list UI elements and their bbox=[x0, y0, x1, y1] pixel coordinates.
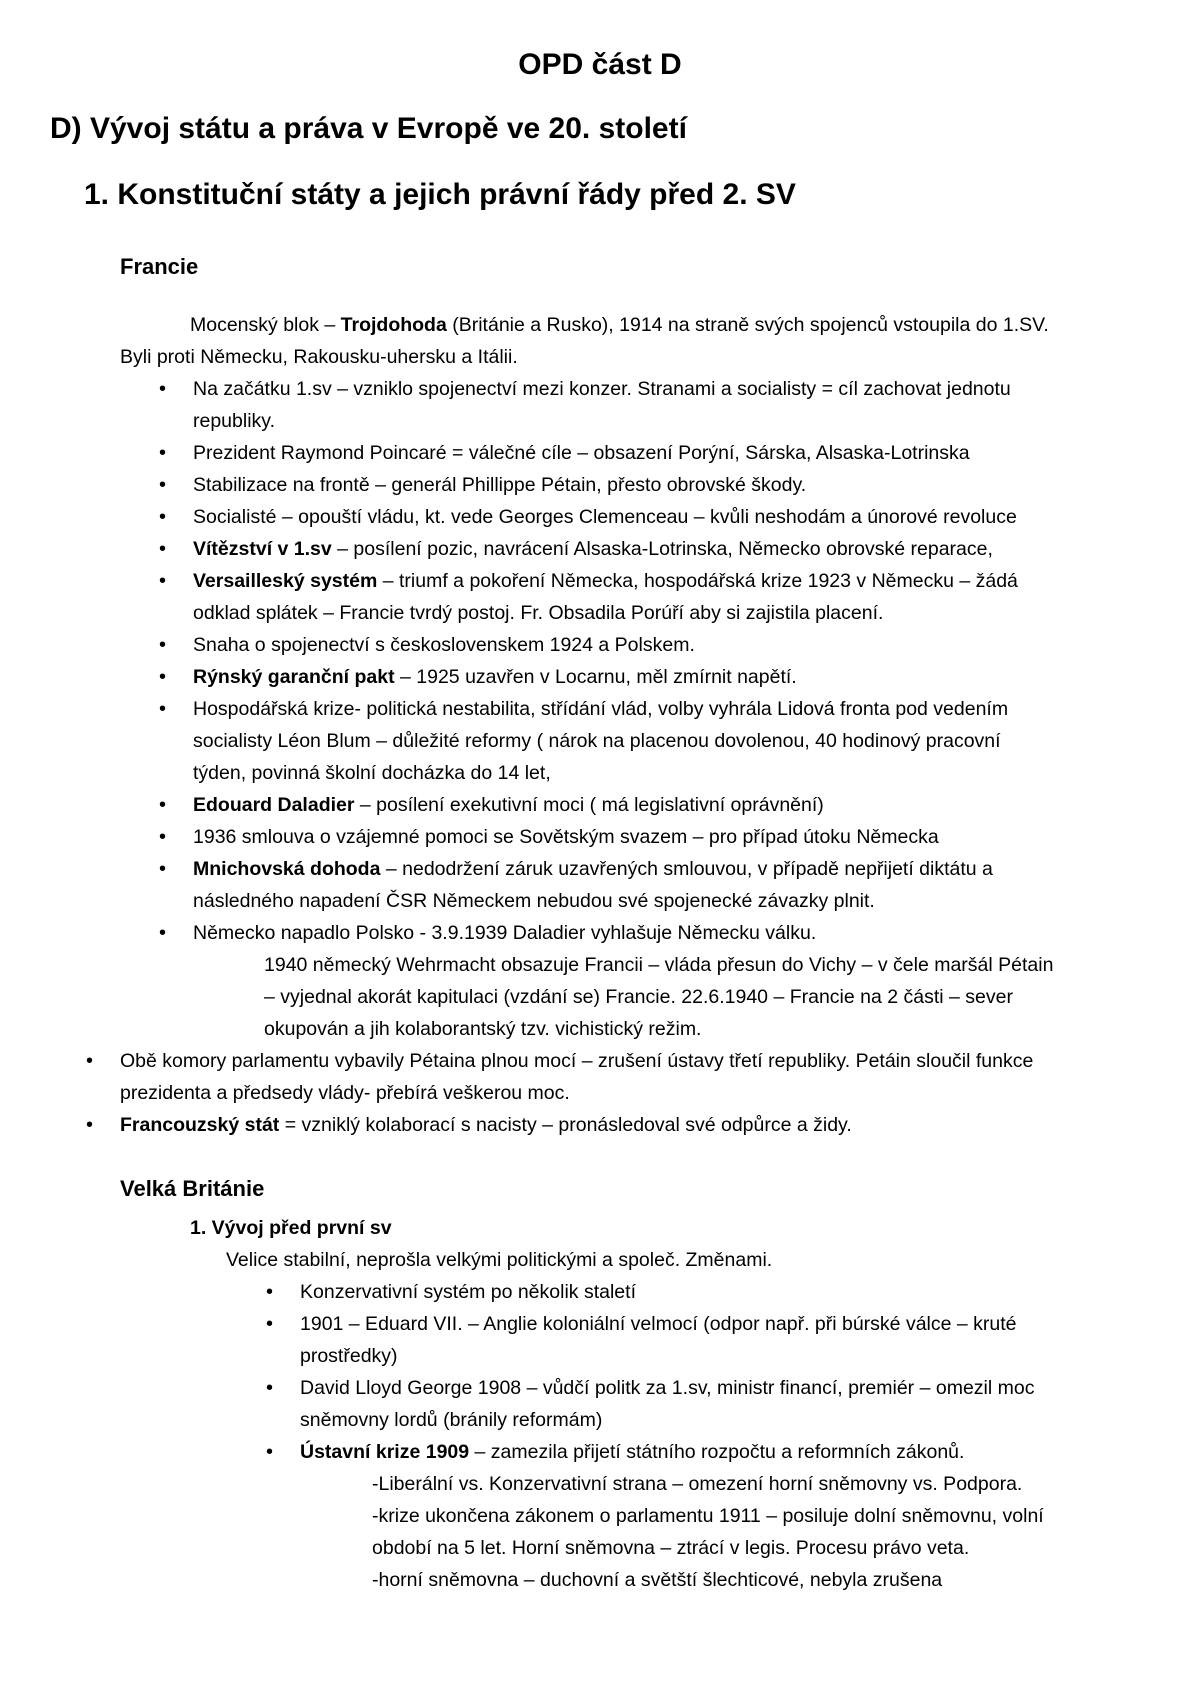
numbered-item-title: 1. Vývoj před první sv bbox=[190, 1217, 392, 1239]
indented-text: 1940 německý Wehrmacht obsazuje Francii – vláda přesun do Vichy – v čele maršál Pétain bbox=[264, 954, 1054, 976]
list-item: • 1936 smlouva o vzájemné pomoci se Sovětským svazem – pro případ útoku Německa bbox=[193, 821, 939, 853]
list-item: • Prezident Raymond Poincaré = válečné cíle – obsazení Porýní, Sárska, Alsaska-Lotrinska bbox=[193, 437, 970, 469]
indented-text: -krize ukončena zákonem o parlamentu 1911 – posiluje dolní sněmovnu, volní bbox=[372, 1505, 1044, 1527]
text: – 1925 uzavřen v Locarnu, měl zmírnit napětí. bbox=[394, 666, 797, 688]
document-title: OPD část D bbox=[518, 48, 682, 81]
list-item-continuation: republiky. bbox=[193, 410, 276, 432]
text: – posílení pozic, navrácení Alsaska-Lotrinska, Německo obrovské reparace, bbox=[331, 538, 993, 560]
list-item: • Snaha o spojenectví s československem 1924 a Polskem. bbox=[193, 629, 695, 661]
heading-2: 1. Konstituční státy a jejich právní řády před 2. SV bbox=[84, 178, 796, 211]
list-item bbox=[193, 565, 1018, 597]
bold-text: Ústavní krize 1909 bbox=[300, 1441, 470, 1463]
text: – posílení exekutivní moci ( má legislativní oprávnění) bbox=[354, 794, 824, 816]
text: – triumf a pokoření Německa, hospodářská krize 1923 v Německu – žádá bbox=[377, 570, 1018, 592]
list-item: • Německo napadlo Polsko - 3.9.1939 Daladier vyhlašuje Německu válku. bbox=[193, 917, 816, 949]
list-item: • Stabilizace na frontě – generál Phillippe Pétain, přesto obrovské škody. bbox=[193, 469, 806, 501]
indented-text: – vyjednal akorát kapitulaci (vzdání se) Francie. 22.6.1940 – Francie na 2 části – sever bbox=[264, 986, 1013, 1008]
paragraph: Velice stabilní, neprošla velkými politickými a společ. Změnami. bbox=[226, 1249, 773, 1271]
list-item bbox=[120, 1109, 852, 1141]
bold-text: Versailleský systém bbox=[193, 570, 378, 592]
list-item: • 1901 – Eduard VII. – Anglie koloniální velmocí (odpor např. při búrské válce – kruté bbox=[300, 1308, 1017, 1340]
list-item bbox=[193, 661, 797, 693]
indented-text: -horní sněmovna – duchovní a světští šlechticové, nebyla zrušena bbox=[372, 1569, 943, 1591]
list-item bbox=[300, 1436, 964, 1468]
list-item-continuation: odklad splátek – Francie tvrdý postoj. Fr. Obsadila Porúří aby si zajistila placení. bbox=[193, 602, 884, 624]
list-item-continuation: sněmovny lordů (bránily reformám) bbox=[300, 1409, 603, 1431]
list-item: • Hospodářská krize- politická nestabilita, střídání vlád, volby vyhrála Lidová fronta pod vedením bbox=[193, 693, 1008, 725]
list-item bbox=[193, 533, 993, 565]
list-item: • Obě komory parlamentu vybavily Pétaina plnou mocí – zrušení ústavy třetí republiky. Petáin sloučil funkce bbox=[120, 1045, 1033, 1077]
indented-text: období na 5 let. Horní sněmovna – ztrácí v legis. Procesu právo veta. bbox=[372, 1537, 970, 1559]
list-item bbox=[193, 789, 824, 821]
bold-text: Vítězství v 1.sv bbox=[193, 538, 332, 560]
list-item-continuation: prostředky) bbox=[300, 1345, 398, 1367]
list-item-continuation: prezidenta a předsedy vlády- přebírá veškerou moc. bbox=[120, 1082, 570, 1104]
list-item: • Socialisté – opouští vládu, kt. vede Georges Clemenceau – kvůli neshodám a únorové revoluce bbox=[193, 501, 1017, 533]
list-item-continuation: následného napadení ČSR Německem nebudou své spojenecké závazky plnit. bbox=[193, 890, 875, 912]
bold-text: Rýnský garanční pakt bbox=[193, 666, 395, 688]
list-item-continuation: socialisty Léon Blum – důležité reformy ( nárok na placenou dovolenou, 40 hodinový pracovní bbox=[193, 730, 1001, 752]
list-item: • Konzervativní systém po několik staletí bbox=[300, 1276, 636, 1308]
heading-1: D) Vývoj státu a práva v Evropě ve 20. století bbox=[50, 112, 687, 145]
section-title-velka-britanie: Velká Británie bbox=[120, 1176, 265, 1201]
text: Mocenský blok – bbox=[190, 314, 341, 336]
text: – nedodržení záruk uzavřených smlouvou, v případě nepřijetí diktátu a bbox=[380, 858, 993, 880]
list-item: • David Lloyd George 1908 – vůdčí politk za 1.sv, ministr financí, premiér – omezil moc bbox=[300, 1372, 1034, 1404]
indented-text: okupován a jih kolaborantský tzv. vichistický režim. bbox=[264, 1018, 702, 1040]
bold-text: Francouzský stát bbox=[120, 1114, 280, 1136]
section-title-francie: Francie bbox=[120, 254, 199, 279]
bold-text: Edouard Daladier bbox=[193, 794, 355, 816]
list-item bbox=[193, 853, 993, 885]
bold-text: Trojdohoda bbox=[340, 314, 447, 336]
indented-text: -Liberální vs. Konzervativní strana – omezení horní sněmovny vs. Podpora. bbox=[372, 1473, 1023, 1495]
francie-intro-line-2: Byli proti Německu, Rakousku-uhersku a Itálii. bbox=[120, 346, 518, 368]
text: – zamezila přijetí státního rozpočtu a reformních zákonů. bbox=[469, 1441, 965, 1463]
text: = vzniklý kolaborací s nacisty – pronásledoval své odpůrce a židy. bbox=[279, 1114, 852, 1136]
bold-text: Mnichovská dohoda bbox=[193, 858, 381, 880]
list-item: • Na začátku 1.sv – vzniklo spojenectví mezi konzer. Stranami a socialisty = cíl zachovat jednotu bbox=[193, 373, 1011, 405]
list-item-continuation: týden, povinná školní docházka do 14 let, bbox=[193, 762, 551, 784]
francie-intro-line-1 bbox=[190, 309, 1049, 341]
text: (Británie a Rusko), 1914 na straně svých spojenců vstoupila do 1.SV. bbox=[446, 314, 1049, 336]
